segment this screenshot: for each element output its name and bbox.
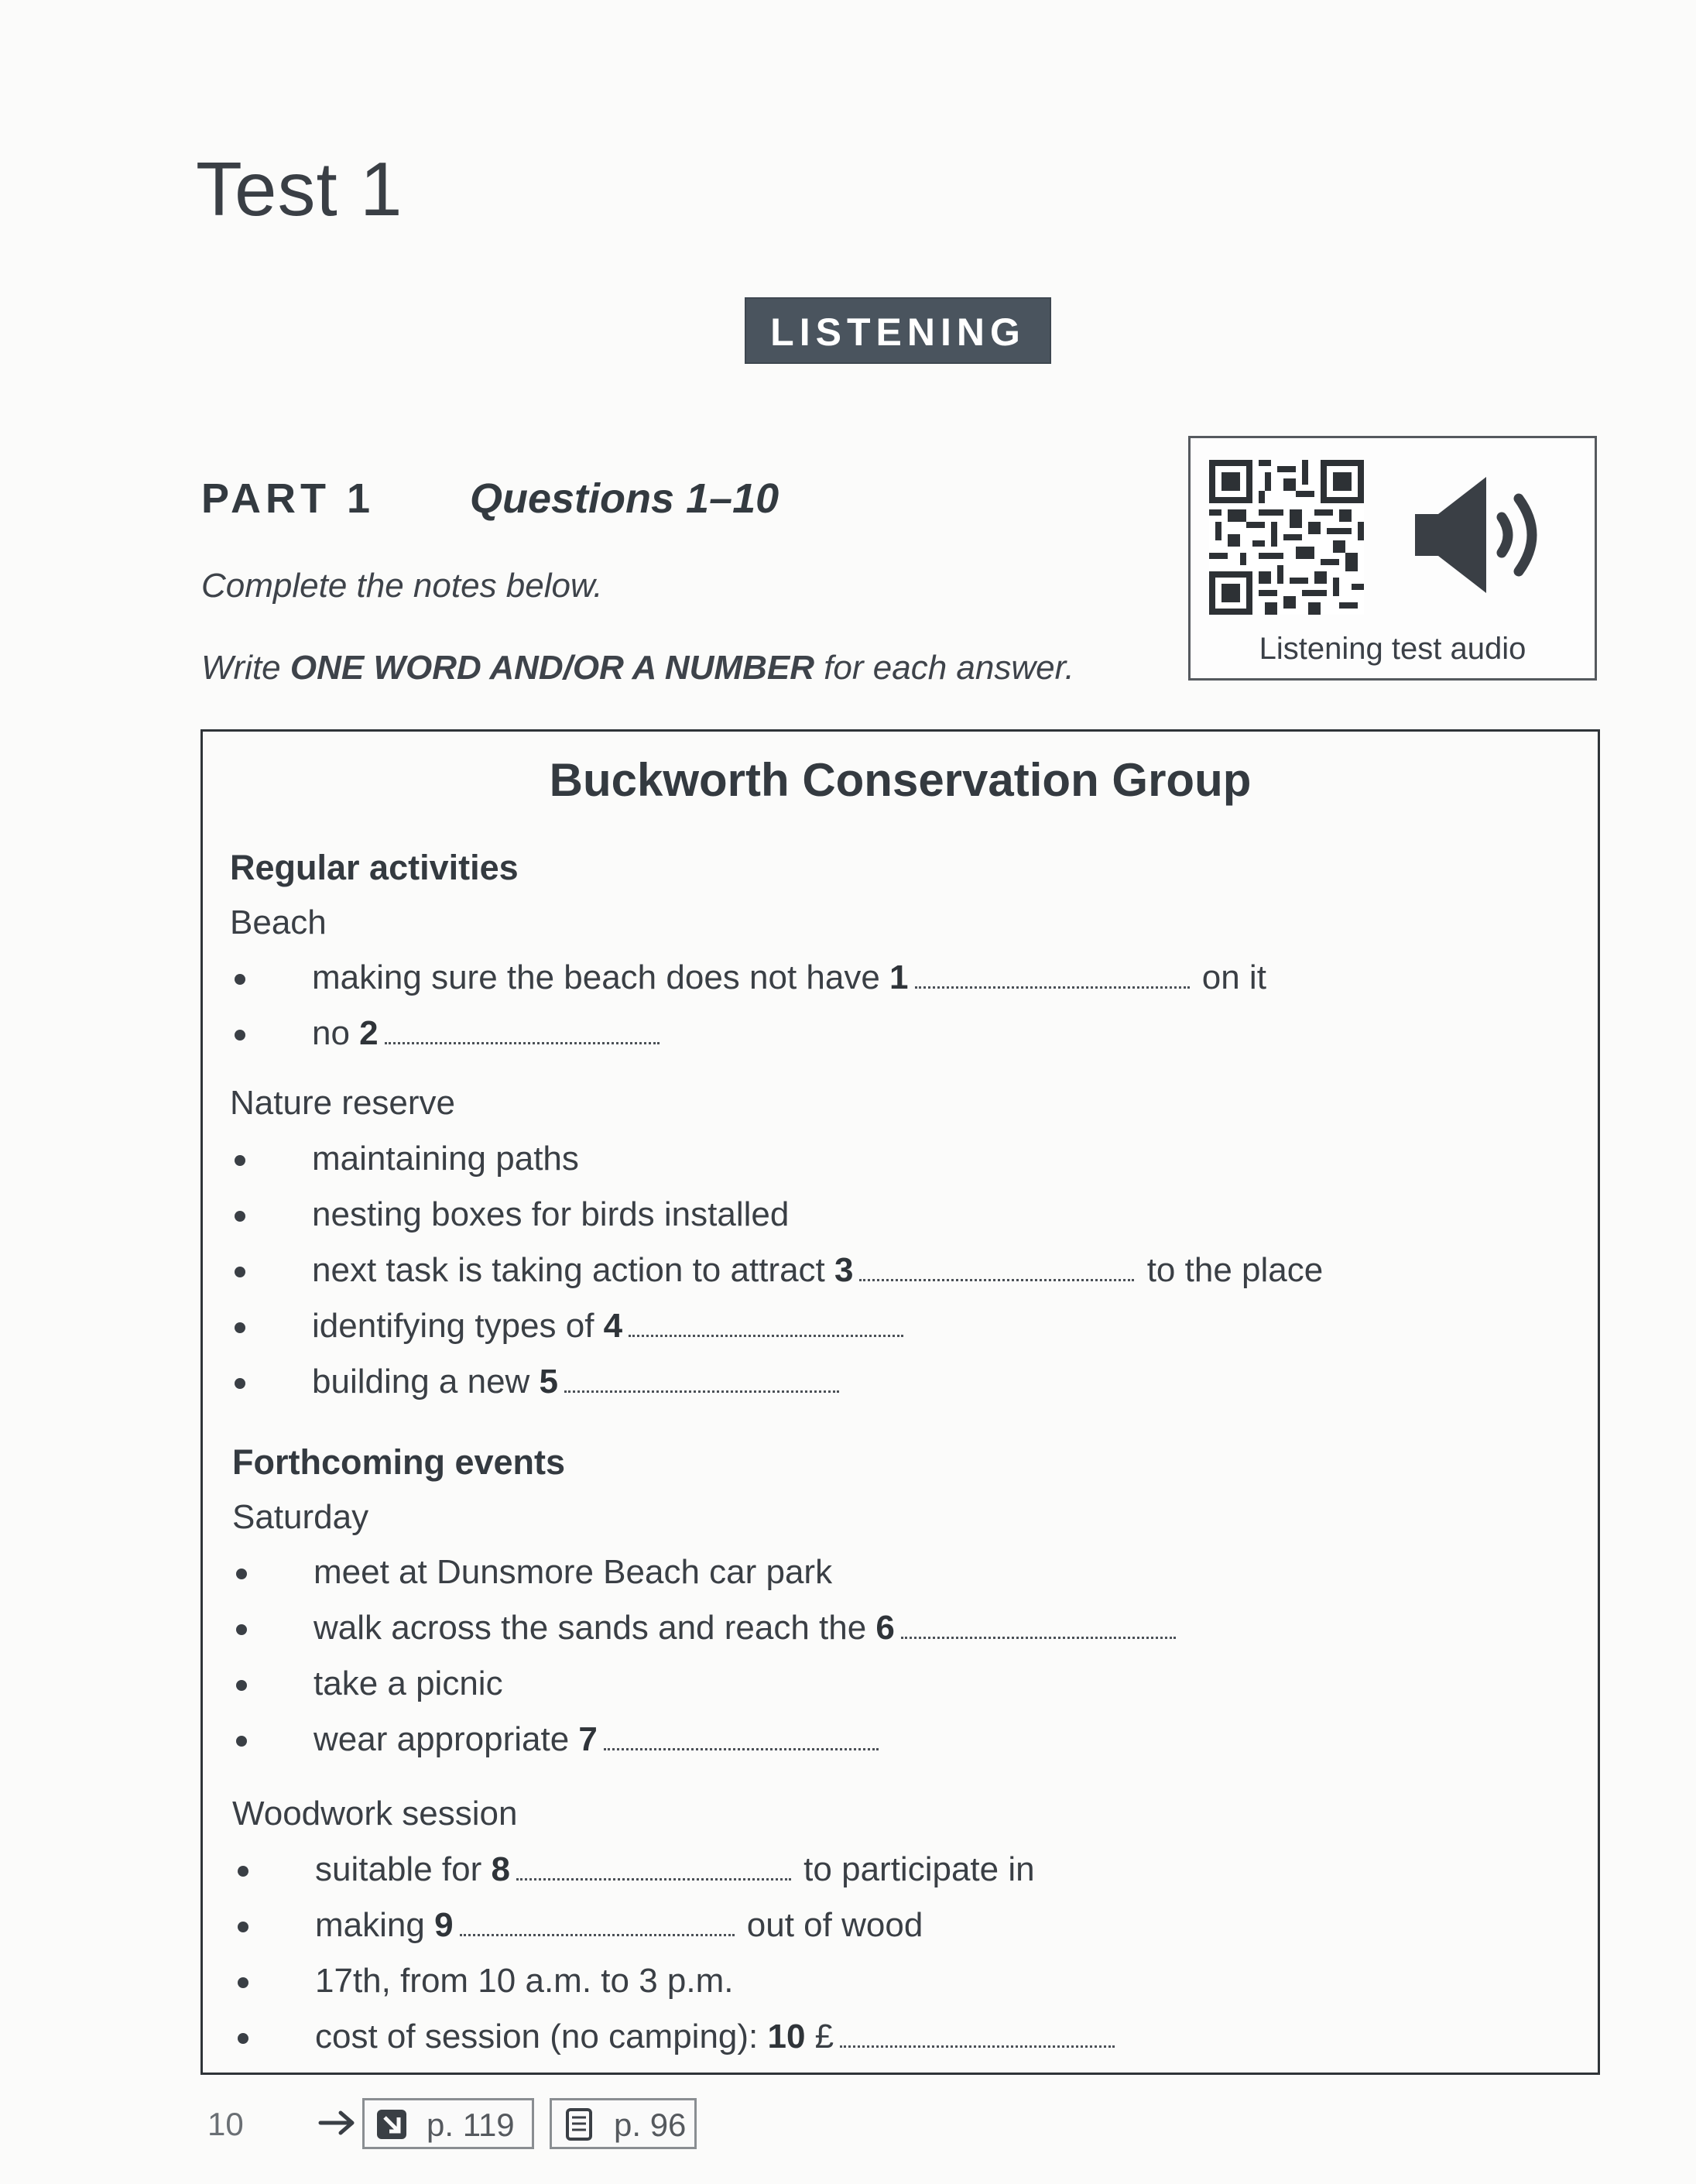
bullet <box>236 1736 247 1747</box>
audio-script-reference[interactable] <box>362 2098 534 2149</box>
answer-gap-5[interactable] <box>564 1370 839 1393</box>
bullet <box>235 1030 245 1041</box>
item-text: meet at Dunsmore Beach car park <box>314 1553 833 1591</box>
bullet <box>235 1322 245 1333</box>
notes-title: Buckworth Conservation Group <box>549 754 1252 806</box>
instruction-prefix: Write <box>201 649 290 687</box>
part-label: PART 1 <box>201 475 375 522</box>
item-text: building a new <box>312 1363 540 1401</box>
bullet <box>238 2033 248 2044</box>
bullet <box>235 1155 245 1166</box>
item-text-after: out of wood <box>737 1906 923 1944</box>
answer-gap-4[interactable] <box>629 1315 903 1337</box>
item-text: walk across the sands and reach the <box>314 1609 876 1647</box>
item-text-after: to participate in <box>793 1850 1035 1888</box>
question-number-3: 3 <box>834 1251 854 1289</box>
answer-gap-6[interactable] <box>901 1617 1176 1639</box>
section-banner: LISTENING <box>745 297 1051 364</box>
question-number-2: 2 <box>359 1014 379 1052</box>
question-number-8: 8 <box>491 1850 510 1888</box>
bullet <box>238 1866 248 1877</box>
bullet <box>235 1211 245 1222</box>
item-text: suitable for <box>315 1850 492 1888</box>
subheading-nature-reserve: Nature reserve <box>230 1084 456 1122</box>
instruction-complete-notes: Complete the notes below. <box>201 567 603 605</box>
item-text: 17th, from 10 a.m. to 3 p.m. <box>315 1962 734 2000</box>
heading-forthcoming-events: Forthcoming events <box>232 1442 566 1482</box>
bullet <box>235 1267 245 1277</box>
question-number-6: 6 <box>875 1609 895 1647</box>
question-number-1: 1 <box>889 958 909 996</box>
answer-gap-9[interactable] <box>460 1914 735 1936</box>
page-title: Test 1 <box>196 146 403 231</box>
audio-link-box[interactable] <box>1188 436 1597 681</box>
question-number-5: 5 <box>539 1363 559 1401</box>
item-text-after: to the place <box>1137 1251 1324 1289</box>
audio-caption: Listening test audio <box>1259 632 1526 666</box>
audio-reference-page: p. 119 <box>427 2107 515 2143</box>
item-text: no <box>312 1014 360 1052</box>
answer-gap-3[interactable] <box>859 1259 1134 1281</box>
instruction-suffix: for each answer. <box>814 649 1074 687</box>
speaker-icon[interactable] <box>1410 469 1553 601</box>
questions-label: Questions 1–10 <box>470 475 779 522</box>
answer-reference-page: p. 96 <box>614 2107 687 2143</box>
answer-gap-10[interactable] <box>840 2025 1115 2048</box>
instruction-word-limit <box>201 649 1074 687</box>
item-text: identifying types of <box>312 1307 604 1345</box>
page-number: 10 <box>207 2106 244 2142</box>
answer-gap-1[interactable] <box>915 966 1190 989</box>
subheading-saturday: Saturday <box>232 1498 369 1536</box>
item-text: take a picnic <box>314 1665 503 1702</box>
answer-key-icon <box>563 2108 595 2141</box>
item-text: making sure the beach does not have <box>312 958 890 996</box>
answer-gap-7[interactable] <box>604 1728 879 1750</box>
bullet <box>236 1624 247 1635</box>
item-text: next task is taking action to attract <box>312 1251 834 1289</box>
bullet <box>235 974 245 985</box>
answer-gap-2[interactable] <box>385 1022 660 1044</box>
audioscript-icon <box>375 2108 408 2141</box>
bullet <box>236 1680 247 1691</box>
instruction-emphasis: ONE WORD AND/OR A NUMBER <box>290 649 814 687</box>
bullet <box>235 1378 245 1389</box>
question-number-9: 9 <box>434 1906 454 1944</box>
item-text: cost of session (no camping): <box>315 2018 768 2055</box>
question-number-7: 7 <box>578 1720 598 1758</box>
subheading-beach: Beach <box>230 903 327 941</box>
bullet <box>238 1977 248 1988</box>
bullet <box>238 1922 248 1932</box>
page-footer <box>207 2098 982 2152</box>
currency-symbol: £ <box>814 2018 834 2055</box>
notes-box <box>200 729 1600 2075</box>
answer-key-reference[interactable] <box>550 2098 697 2149</box>
qr-code-icon[interactable] <box>1209 460 1364 615</box>
heading-regular-activities: Regular activities <box>230 848 519 887</box>
item-text: making <box>315 1906 435 1944</box>
answer-gap-8[interactable] <box>516 1858 791 1881</box>
item-text-after: on it <box>1192 958 1266 996</box>
item-text: maintaining paths <box>312 1140 579 1178</box>
bullet <box>236 1569 247 1579</box>
question-number-10: 10 <box>767 2018 806 2055</box>
arrow-right-icon <box>317 2109 356 2137</box>
item-text: nesting boxes for birds installed <box>312 1195 790 1233</box>
subheading-woodwork-session: Woodwork session <box>232 1795 518 1833</box>
item-text: wear appropriate <box>314 1720 579 1758</box>
question-number-4: 4 <box>603 1307 623 1345</box>
